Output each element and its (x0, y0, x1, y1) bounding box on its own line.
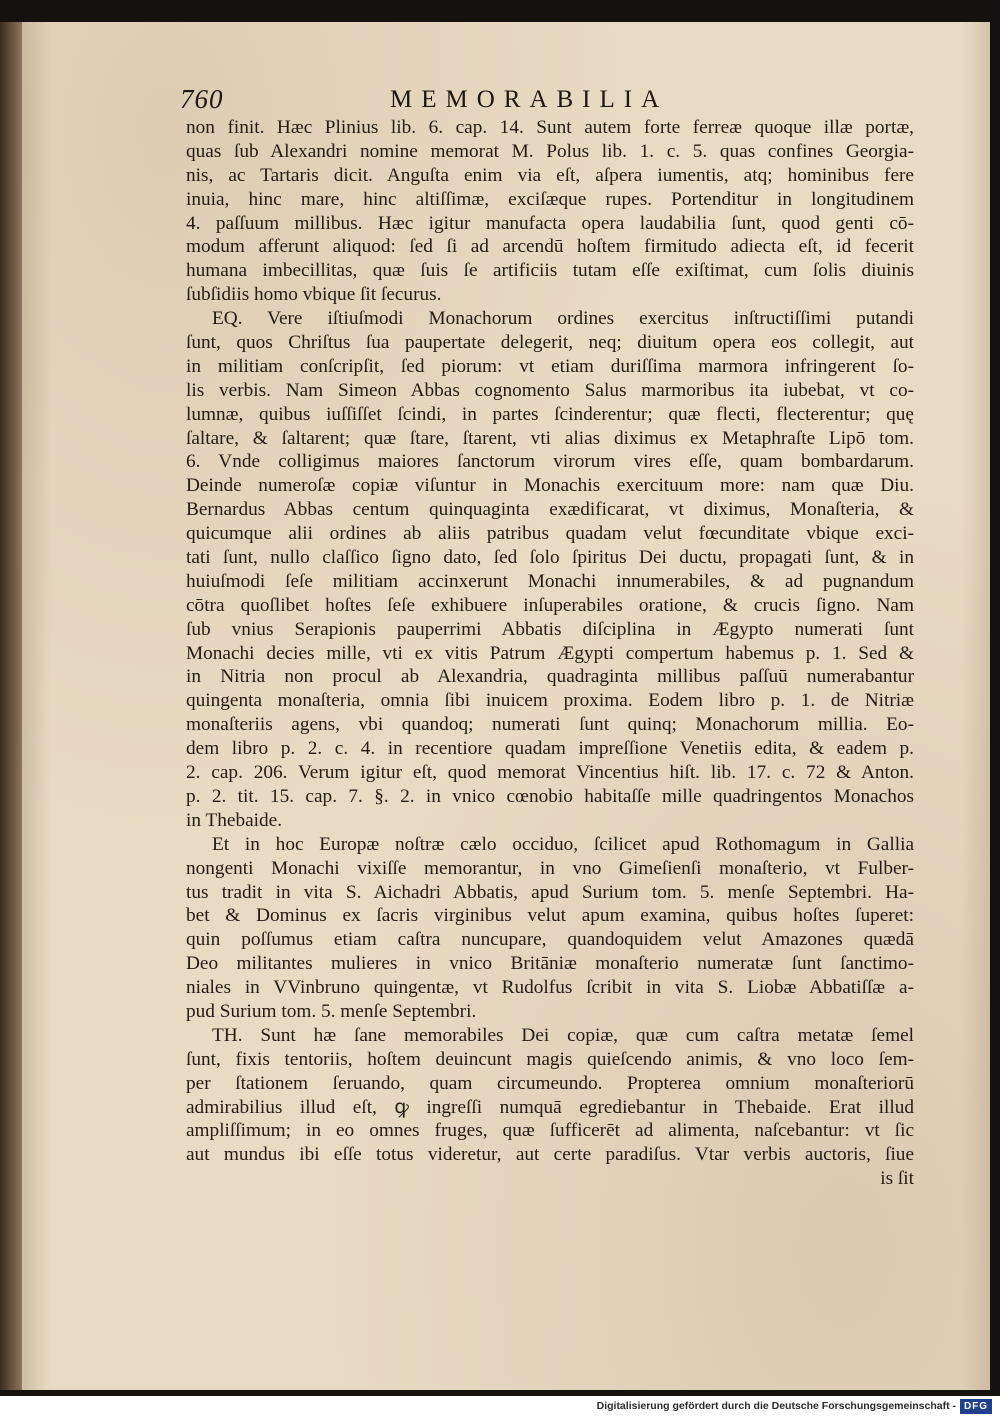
text-line: Monachi decies mille, vti ex vitis Patrum Ægypti compertum habemus p. 1. Sed & (186, 642, 914, 664)
text-line: modum afferunt aliquod: ſed ſi ad arcendū hoſtem firmitudo adiecta eſt, id fecerit (186, 236, 914, 258)
text-line: pud Surium tom. 5. menſe Septembri. (186, 1000, 477, 1022)
body-text (186, 116, 914, 1191)
dfg-logo-icon: DFG (960, 1399, 992, 1414)
text-line: quas ſub Alexandri nomine memorat M. Polus lib. 1. c. 5. quas confines Georgia- (186, 140, 914, 162)
text-line: in Thebaide. (186, 809, 283, 831)
text-line: quicumque alii ordines ab aliis patribus quadam velut fœcunditate vbique exci- (186, 523, 914, 545)
text-line: inuia, hinc mare, hinc altiſſimæ, exciſæque rupes. Portenditur in longitudinem (186, 188, 914, 210)
text-line: humana imbecillitas, quæ ſuis ſe artificiis tutam eſſe exiſtimat, cum ſolis diuinis (186, 260, 914, 282)
text-line: monaſteriis agens, vbi quandoq; numerati ſunt quinq; Monachorum millia. Eo- (186, 714, 914, 736)
text-line: tus tradit in vita S. Aichadri Abbatis, apud Surium tom. 5. menſe Septembri. Ha- (186, 881, 914, 903)
page-header (180, 84, 700, 120)
text-line: non finit. Hæc Plinius lib. 6. cap. 14. Sunt autem forte ferreæ quoque illæ portæ, (186, 117, 914, 138)
text-line: 4. paſſuum millibus. Hæc igitur manufacta opera laudabilia ſunt, quod genti cō- (186, 212, 914, 234)
text-line: ſunt, quos Chriſtus ſua paupertate delegerit, neq; diuitum opera eos collegit, aut (186, 332, 914, 354)
text-line: Deinde numeroſæ copiæ viſuntur in Monachis exercituum more: nam quæ Diu. (186, 475, 914, 497)
text-line: per ſtationem ſeruando, quam circumeundo. Propterea omnium monaſteriorū (186, 1072, 914, 1094)
text-line: p. 2. tit. 15. cap. 7. §. 2. in vnico cœnobio habitaſſe mille quadringentos Monachos (186, 785, 914, 807)
text-line: Bernardus Abbas centum quinquaginta exædificarat, vt diximus, Monaſteria, & (186, 499, 914, 521)
page-number: 760 (180, 84, 224, 114)
text-line: quingenta monaſteria, omnia ſibi inuicem proxima. Eodem libro p. 1. de Nitriæ (186, 690, 914, 712)
text-line: lumnæ, quibus iuſſiſſet ſcindi, in partes ſcinderentur; quæ flecti, flecterentur; quę (186, 403, 914, 425)
digitization-footer (0, 1396, 1000, 1419)
text-line: Deo militantes mulieres in vnico Britāniæ monaſterio numeratæ ſunt ſanctimo- (186, 953, 914, 975)
text-line: ſubſidiis homo vbique ſit ſecurus. (186, 284, 442, 306)
text-line: nis, ac Tartaris dicit. Anguſta enim via eſt, aſpera iumentis, atq; hominibus fere (186, 164, 914, 186)
text-line: 2. cap. 206. Verum igitur eſt, quod memorat Vincentius hiſt. lib. 17. c. 72 & Anton. (186, 762, 914, 784)
text-line: TH. Sunt hæ ſane memorabiles Dei copiæ, quæ cum caſtra metatæ ſemel (212, 1024, 914, 1046)
text-line: lis verbis. Nam Simeon Abbas cognomento Salus marmoribus ita iubebat, vt co- (186, 379, 914, 401)
digitization-note: Digitalisierung gefördert durch die Deutsche Forschungsgemeinschaft - (596, 1400, 956, 1412)
text-line: Et in hoc Europæ noſtræ cælo occiduo, ſcilicet apud Rothomagum in Gallia (212, 833, 914, 855)
text-line: ſub vnius Serapionis pauperrimi Abbatis diſciplina in Ægypto numerati ſunt (186, 618, 914, 640)
running-title: MEMORABILIA (390, 86, 669, 113)
book-spine-edge (0, 22, 22, 1390)
text-line: tati ſunt, nullo claſſico ſigno dato, ſed ſolo ſpiritus Dei ductu, propagati ſunt, & in (186, 547, 914, 569)
text-line: quin poſſumus etiam caſtra nuncupare, quandoquidem velut Amazones quædā (186, 929, 914, 951)
text-line: nongenti Monachi vixiſſe memorantur, in vno Gimeſienſi monaſterio, vt Fulber- (186, 857, 914, 879)
text-line: in Nitria non procul ab Alexandria, quadraginta millibus paſſuū numerabantur (186, 666, 914, 688)
book-page (22, 22, 990, 1390)
text-line: is ſit (880, 1168, 914, 1190)
text-line: dem libro p. 2. c. 4. in recentiore quadam impreſſione Venetiis edita, & eadem p. (186, 738, 914, 760)
text-line: bet & Dominus ex ſacris virginibus velut apum examina, quibus hoſtes ſuperet: (186, 905, 914, 927)
text-line: niales in VVinbruno quingentæ, vt Rudolfus ſcribit in vita S. Liobæ Abbatiſſæ a- (186, 977, 914, 999)
text-line: in militiam conſcripſit, ſed piorum: vt etiam duriſſima marmora infringerent ſo- (186, 355, 914, 377)
text-line: ſunt, fixis tentoriis, hoſtem deuincunt magis quieſcendo animis, & vno loco ſem- (186, 1048, 914, 1070)
text-line: aut mundus ibi eſſe totus videretur, aut certe paradiſus. Vtar verbis auctoris, ſiue (186, 1144, 914, 1166)
text-line: ampliſſimum; in eo omnes fruges, quæ ſufficerēt ad alimenta, naſcebantur: vt ſic (186, 1120, 914, 1142)
text-line: ſaltare, & ſaltarent; quæ ſtare, ſtarent, vti alias diximus ex Metaphraſte Lipō tom. (186, 427, 914, 449)
text-line: 6. Vnde colligimus maiores ſanctorum virorum vires eſſe, quam bombardarum. (186, 451, 914, 473)
text-line: EQ. Vere iſtiuſmodi Monachorum ordines exercitus inſtructiſſimi putandi (212, 308, 914, 330)
text-line: cōtra quoſlibet hoſtes ſeſe exhibuere inſuperabiles oratione, & crucis ſigno. Nam (186, 594, 914, 616)
text-line: admirabilius illud eſt, ꝙ ingreſſi numquā egrediebantur in Thebaide. Erat illud (186, 1096, 914, 1118)
text-line: huiuſmodi ſeſe militiam accinxerunt Monachi innumerabiles, & ad pugnandum (186, 570, 914, 592)
